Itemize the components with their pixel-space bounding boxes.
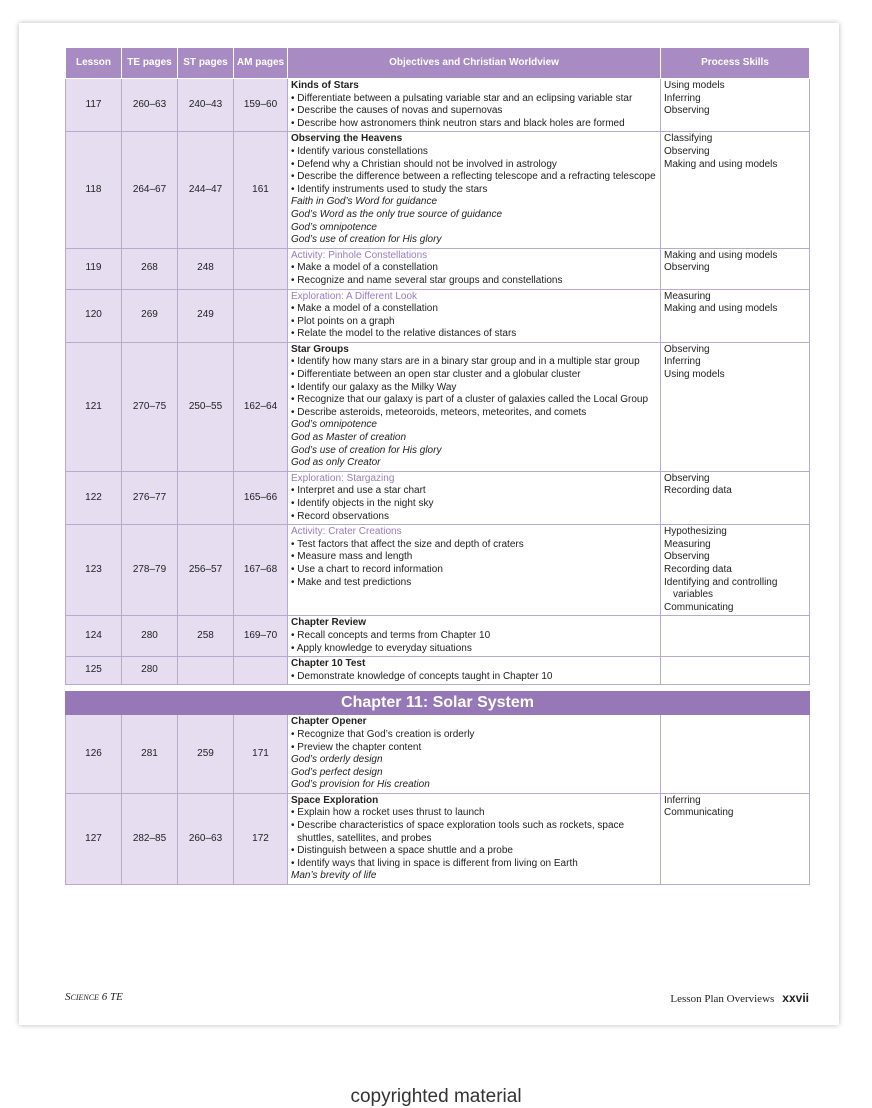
objective-item: • Identify ways that living in space is different from living on Earth [291, 857, 578, 869]
objective-item: • Identify various constellations [291, 145, 428, 157]
process-skills-cell [661, 793, 810, 884]
objective-text: Describe the difference between a reflecting telescope and a refracting telescope [297, 171, 656, 183]
process-skills-cell [661, 616, 810, 657]
lesson-title: Observing the Heavens [291, 133, 403, 145]
objective-item: • Describe how astronomers think neutron stars and black holes are formed [291, 117, 625, 129]
process-skill: Inferring [664, 92, 701, 104]
process-skill: Using models [664, 369, 725, 381]
table-row [66, 248, 810, 289]
worldview-item: God’s omnipotence [291, 221, 377, 233]
objective-text: Identify how many stars are in a binary star group and in a multiple star group [297, 356, 640, 368]
objective-text: Describe how astronomers think neutron stars and black holes are formed [297, 117, 625, 129]
objective-text: Make and test predictions [297, 576, 412, 588]
worldview-item: God as only Creator [291, 457, 381, 469]
table-row [66, 715, 810, 794]
objective-text: Describe asteroids, meteoroids, meteors, meteorites, and comets [297, 406, 587, 418]
process-skill: Hypothesizing [664, 526, 727, 538]
objective-text: Measure mass and length [297, 551, 413, 563]
process-skill: Making and using models [664, 249, 778, 261]
objective-text: Interpret and use a star chart [297, 485, 426, 497]
page-number: xxvii [782, 991, 809, 1005]
process-skills-cell [661, 471, 810, 524]
objective-text: Describe characteristics of space exploration tools such as rockets, space shuttles, satellites, and probes [297, 820, 625, 844]
objective-item: • Make a model of a constellation [291, 303, 438, 315]
objective-text: Identify objects in the night sky [297, 498, 434, 509]
am-pages-cell: 171 [234, 715, 288, 794]
objective-text: Explain how a rocket uses thrust to launch [297, 807, 485, 819]
objectives-cell [288, 471, 661, 524]
st-pages-cell: 240–43 [178, 79, 234, 132]
process-skill: Observing [664, 262, 710, 274]
objective-item: • Recognize and name several star groups and constellations [291, 274, 563, 286]
process-skill: Observing [664, 145, 710, 157]
objective-item: • Demonstrate knowledge of concepts taught in Chapter 10 [291, 670, 553, 682]
objective-text: Relate the model to the relative distances of stars [297, 328, 517, 340]
objective-item: • Make and test predictions [291, 576, 412, 588]
lesson-title: Exploration: A Different Look [291, 290, 418, 302]
copyright-notice: copyrighted material [350, 1086, 522, 1107]
objectives-cell [288, 657, 661, 685]
table-row [66, 616, 810, 657]
objective-text: Make a model of a constellation [297, 303, 438, 315]
am-pages-cell: 159–60 [234, 79, 288, 132]
objective-text: Recall concepts and terms from Chapter 10 [297, 629, 491, 641]
process-skill: Inferring [664, 356, 701, 368]
objective-item: • Test factors that affect the size and depth of craters [291, 538, 524, 550]
process-skill: Classifying [664, 133, 713, 145]
te-pages-cell: 276–77 [122, 471, 178, 524]
column-header-am-pages: AM pages [234, 48, 288, 79]
objective-item: • Differentiate between a pulsating variable star and an eclipsing variable star [291, 92, 633, 104]
process-skill: Communicating [664, 807, 734, 819]
process-skill: Measuring [664, 290, 711, 302]
table-row [66, 471, 810, 524]
am-pages-cell: 167–68 [234, 525, 288, 616]
objective-item: • Record observations [291, 510, 389, 522]
objective-item: • Describe the causes of novas and supernovas [291, 105, 503, 117]
worldview-item: Man’s brevity of life [291, 870, 377, 882]
objective-text: Defend why a Christian should not be involved in astrology [297, 158, 557, 170]
te-pages-cell: 280 [122, 616, 178, 657]
st-pages-cell: 250–55 [178, 342, 234, 471]
lesson-number-cell: 119 [66, 248, 122, 289]
objective-text: Identify our galaxy as the Milky Way [297, 381, 457, 393]
objective-text: Recognize that our galaxy is part of a cluster of galaxies called the Local Group [297, 394, 649, 406]
objective-text: Plot points on a graph [297, 315, 395, 327]
lesson-number-cell: 126 [66, 715, 122, 794]
objective-text: Demonstrate knowledge of concepts taught in Chapter 10 [297, 670, 553, 682]
document-page [19, 23, 839, 1025]
process-skills-cell [661, 715, 810, 794]
te-pages-cell: 270–75 [122, 342, 178, 471]
lesson-number-cell: 125 [66, 657, 122, 685]
objective-item: • Differentiate between an open star cluster and a globular cluster [291, 369, 581, 381]
te-pages-cell: 278–79 [122, 525, 178, 616]
table-row [66, 342, 810, 471]
footer-book-title: Science 6 TE [65, 991, 123, 1003]
objective-text: Differentiate between an open star cluster and a globular cluster [297, 369, 581, 381]
footer-section-label: Lesson Plan Overviews [670, 993, 775, 1005]
am-pages-cell: 162–64 [234, 342, 288, 471]
lesson-number-cell: 121 [66, 342, 122, 471]
lesson-title: Activity: Crater Creations [291, 526, 402, 538]
objective-item: • Identify objects in the night sky [291, 498, 434, 509]
objective-item: • Recognize that our galaxy is part of a cluster of galaxies called the Local Group [291, 394, 649, 406]
lesson-number-cell: 122 [66, 471, 122, 524]
objectives-cell [288, 132, 661, 248]
st-pages-cell: 258 [178, 616, 234, 657]
objective-item: • Measure mass and length [291, 551, 413, 563]
table-row [66, 79, 810, 132]
te-pages-cell: 268 [122, 248, 178, 289]
lesson-title: Space Exploration [291, 794, 379, 806]
objective-item: • Recall concepts and terms from Chapter 10 [291, 629, 491, 641]
lesson-number-cell: 127 [66, 793, 122, 884]
worldview-item: God’s Word as the only true source of guidance [291, 208, 503, 220]
process-skill: Observing [664, 472, 710, 484]
lesson-title: Star Groups [291, 343, 349, 355]
st-pages-cell: 259 [178, 715, 234, 794]
objective-text: Apply knowledge to everyday situations [296, 642, 472, 654]
am-pages-cell [234, 248, 288, 289]
te-pages-cell: 269 [122, 289, 178, 342]
table-row [66, 132, 810, 248]
st-pages-cell: 260–63 [178, 793, 234, 884]
objective-item: • Plot points on a graph [291, 315, 395, 327]
objectives-cell [288, 248, 661, 289]
objectives-cell [288, 525, 661, 616]
process-skill: Making and using models [664, 158, 778, 170]
objectives-cell [288, 79, 661, 132]
objective-text: Identify various constellations [297, 145, 428, 157]
process-skill: Measuring [664, 538, 711, 550]
objective-item: • Recognize that God’s creation is orderly [291, 728, 475, 740]
st-pages-cell: 248 [178, 248, 234, 289]
worldview-item: God’s perfect design [291, 766, 383, 778]
chapter-spacer [66, 685, 810, 692]
worldview-item: God’s omnipotence [291, 419, 377, 431]
process-skill: Identifying and controlling variables [664, 576, 778, 601]
chapter-heading-row [66, 692, 810, 715]
objectives-cell [288, 793, 661, 884]
objective-item: • Describe the difference between a reflecting telescope and a refracting telescope [291, 171, 656, 183]
st-pages-cell [178, 471, 234, 524]
am-pages-cell: 172 [234, 793, 288, 884]
process-skills-cell [661, 248, 810, 289]
lesson-number-cell: 124 [66, 616, 122, 657]
lesson-plan-table [65, 47, 810, 885]
chapter-spacer-cell [66, 685, 810, 692]
lesson-number-cell: 117 [66, 79, 122, 132]
objective-item: • Make a model of a constellation [291, 262, 438, 274]
chapter-heading: Chapter 11: Solar System [66, 692, 810, 715]
lesson-title: Chapter Opener [291, 716, 367, 728]
te-pages-cell: 260–63 [122, 79, 178, 132]
process-skills-cell [661, 79, 810, 132]
objectives-cell [288, 616, 661, 657]
process-skill: Making and using models [664, 303, 778, 315]
objective-text: Make a model of a constellation [297, 262, 438, 274]
table-row [66, 793, 810, 884]
objective-item: • Describe characteristics of space exploration tools such as rockets, space shuttles, satellites, and probes [291, 820, 625, 844]
am-pages-cell [234, 289, 288, 342]
objective-item: • Identify how many stars are in a binary star group and in a multiple star group [291, 356, 640, 368]
process-skill: Using models [664, 80, 725, 91]
objectives-cell [288, 342, 661, 471]
lesson-title: Chapter Review [291, 617, 367, 629]
objective-item: • Explain how a rocket uses thrust to launch [291, 807, 485, 819]
table-row [66, 525, 810, 616]
objective-item: • Use a chart to record information [291, 563, 443, 575]
objective-item: • Distinguish between a space shuttle and a probe [291, 845, 513, 857]
worldview-item: God’s use of creation for His glory [291, 444, 442, 456]
objective-text: Recognize that God’s creation is orderly [297, 728, 475, 740]
st-pages-cell: 249 [178, 289, 234, 342]
objective-item: • Preview the chapter content [291, 741, 422, 753]
objective-item: • Apply knowledge to everyday situations [291, 642, 472, 654]
objective-item: • Identify our galaxy as the Milky Way [291, 381, 457, 393]
objective-text: Test factors that affect the size and depth of craters [297, 538, 524, 550]
process-skills-cell [661, 525, 810, 616]
objective-text: Describe the causes of novas and supernovas [297, 105, 503, 117]
am-pages-cell [234, 657, 288, 685]
st-pages-cell: 244–47 [178, 132, 234, 248]
process-skill: Recording data [664, 563, 732, 575]
objective-text: Distinguish between a space shuttle and a probe [297, 845, 513, 857]
objectives-cell [288, 715, 661, 794]
am-pages-cell: 161 [234, 132, 288, 248]
column-header-objectives: Objectives and Christian Worldview [288, 48, 661, 79]
objectives-cell [288, 289, 661, 342]
process-skills-cell [661, 289, 810, 342]
objective-text: Use a chart to record information [297, 563, 443, 575]
column-header-lesson: Lesson [66, 48, 122, 79]
worldview-item: God’s provision for His creation [291, 779, 430, 791]
process-skills-cell [661, 132, 810, 248]
lesson-number-cell: 120 [66, 289, 122, 342]
column-header-te-pages: TE pages [122, 48, 178, 79]
objective-text: Recognize and name several star groups and constellations [297, 274, 563, 286]
table-header-row [66, 48, 810, 79]
table-row [66, 289, 810, 342]
column-header-st-pages: ST pages [178, 48, 234, 79]
te-pages-cell: 281 [122, 715, 178, 794]
process-skill: Observing [664, 105, 710, 117]
st-pages-cell [178, 657, 234, 685]
objective-text: Identify instruments used to study the stars [297, 183, 488, 195]
objective-text: Record observations [297, 510, 389, 522]
worldview-item: God as Master of creation [291, 432, 407, 444]
te-pages-cell: 282–85 [122, 793, 178, 884]
lesson-title: Kinds of Stars [291, 80, 359, 91]
process-skill: Observing [664, 343, 710, 355]
process-skills-cell [661, 342, 810, 471]
objective-item: • Interpret and use a star chart [291, 485, 426, 497]
table-row [66, 657, 810, 685]
process-skill: Observing [664, 551, 710, 563]
process-skill: Recording data [664, 485, 732, 497]
am-pages-cell: 169–70 [234, 616, 288, 657]
objective-item: • Relate the model to the relative distances of stars [291, 328, 517, 340]
objective-text: Identify ways that living in space is different from living on Earth [297, 857, 578, 869]
worldview-item: God’s use of creation for His glory [291, 234, 442, 246]
lesson-number-cell: 123 [66, 525, 122, 616]
am-pages-cell: 165–66 [234, 471, 288, 524]
objective-item: • Identify instruments used to study the stars [291, 183, 488, 195]
objective-item: • Describe asteroids, meteoroids, meteors, meteorites, and comets [291, 406, 587, 418]
worldview-item: Faith in God’s Word for guidance [291, 196, 438, 208]
objective-text: Differentiate between a pulsating variable star and an eclipsing variable star [297, 92, 633, 104]
objective-text: Preview the chapter content [297, 741, 422, 753]
lesson-title: Exploration: Stargazing [291, 472, 395, 484]
te-pages-cell: 280 [122, 657, 178, 685]
te-pages-cell: 264–67 [122, 132, 178, 248]
lesson-number-cell: 118 [66, 132, 122, 248]
process-skill: Inferring [664, 794, 701, 806]
process-skills-cell [661, 657, 810, 685]
st-pages-cell: 256–57 [178, 525, 234, 616]
process-skill: Communicating [664, 601, 734, 613]
lesson-title: Activity: Pinhole Constellations [291, 249, 428, 261]
lesson-title: Chapter 10 Test [291, 658, 366, 670]
worldview-item: God’s orderly design [291, 754, 383, 766]
objective-item: • Defend why a Christian should not be involved in astrology [291, 158, 557, 170]
footer-section [670, 991, 809, 1005]
column-header-process-skills: Process Skills [661, 48, 810, 79]
